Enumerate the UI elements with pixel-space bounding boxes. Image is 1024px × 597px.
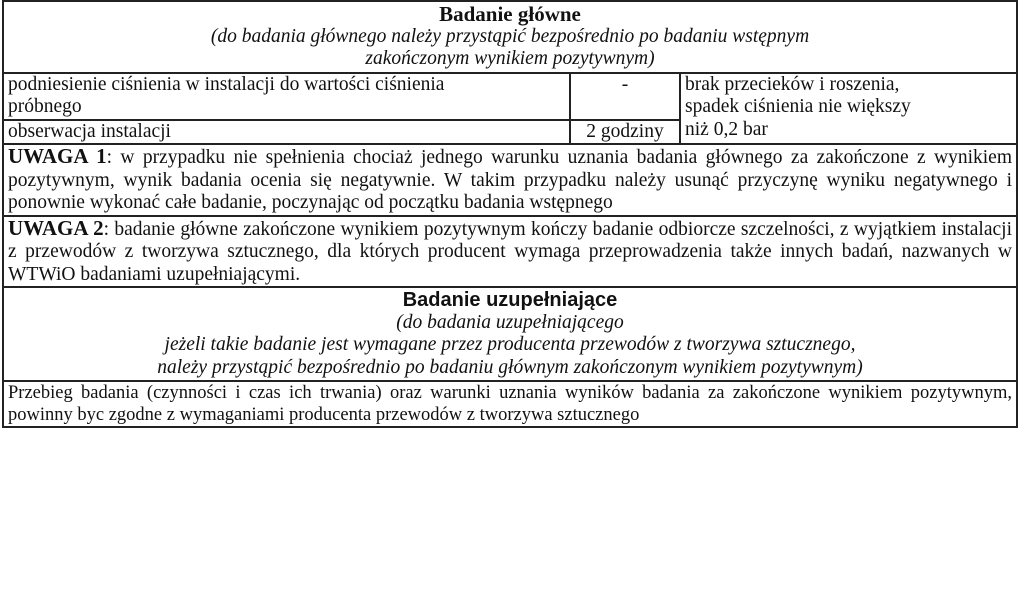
acceptance-condition-cell — [680, 73, 1017, 145]
duration-text: - — [621, 73, 629, 95]
condition-line1: brak przecieków i roszenia, — [685, 73, 900, 95]
duration-cell — [570, 73, 680, 120]
supplementary-subheading-line3: należy przystąpić bezpośrednio po badaniu głównym zakończonym wynikiem pozytywnym) — [157, 356, 863, 378]
main-section-header — [3, 1, 1017, 73]
supplementary-subheading-line1: (do badania uzupełniającego — [396, 311, 624, 333]
note2-row — [3, 216, 1017, 288]
condition-line3: niż 0,2 bar — [685, 118, 768, 140]
activity-cell — [3, 73, 570, 120]
note2-label: UWAGA 2 — [8, 215, 104, 240]
main-section-heading: Badanie główne — [439, 2, 581, 26]
condition-line2: spadek ciśnienia nie większy — [685, 96, 911, 117]
activity-text-line2: próbnego — [8, 96, 82, 117]
main-section-header-row — [3, 1, 1017, 73]
activity-text: obserwacja instalacji — [8, 120, 171, 142]
final-paragraph-text: Przebieg badania (czynności i czas ich trwania) oraz warunki uznania wyników badania za zakończone wynikiem pozytywnym, powinny byc zgodne z wymaganiami producenta przewodów z tworzywa sztucznego — [8, 383, 1012, 425]
duration-text: 2 godziny — [586, 120, 664, 142]
supplementary-section-heading: Badanie uzupełniające — [402, 289, 618, 311]
test-procedure-table — [2, 0, 1018, 428]
main-section-subheading-line1: (do badania głównego należy przystąpić bezpośrednio po badaniu wstępnym — [210, 25, 810, 47]
main-section-subheading-line2: zakończonym wynikiem pozytywnym) — [365, 48, 655, 69]
note1-text: : w przypadku nie spełnienia chociaż jednego warunku uznania badania głównego za zakończone z wynikiem pozytywnym, wynik badania ocenia się negatywnie. W takim przypadku należy usunąć przyczynę wyniku negatywnego i ponownie wykonać całe badanie, poczynając od początku badania wstępnego — [8, 147, 1012, 213]
note1-cell — [3, 144, 1017, 216]
supplementary-section-header-row — [3, 287, 1017, 381]
duration-cell — [570, 120, 680, 145]
note1-label: UWAGA 1 — [8, 144, 107, 168]
note2-cell — [3, 216, 1017, 288]
activity-cell — [3, 120, 570, 145]
supplementary-section-header — [3, 287, 1017, 381]
final-paragraph-cell — [3, 381, 1017, 427]
activity-text-line1: podniesienie ciśnienia w instalacji do wartości ciśnienia — [8, 73, 445, 95]
table-row — [3, 73, 1017, 120]
supplementary-subheading-line2: jeżeli takie badanie jest wymagane przez producenta przewodów z tworzywa sztucznego, — [164, 334, 856, 355]
note1-row — [3, 144, 1017, 216]
note2-text: : badanie główne zakończone wynikiem pozytywnym kończy badanie odbiorcze szczelności, z wyjątkiem instalacji z przewodów z tworzywa sztucznego, dla których producent wymaga przeprowadzenia także innych badań, nazwanych w WTWiO badaniami uzupełniającymi. — [8, 218, 1012, 285]
final-paragraph-row — [3, 381, 1017, 427]
